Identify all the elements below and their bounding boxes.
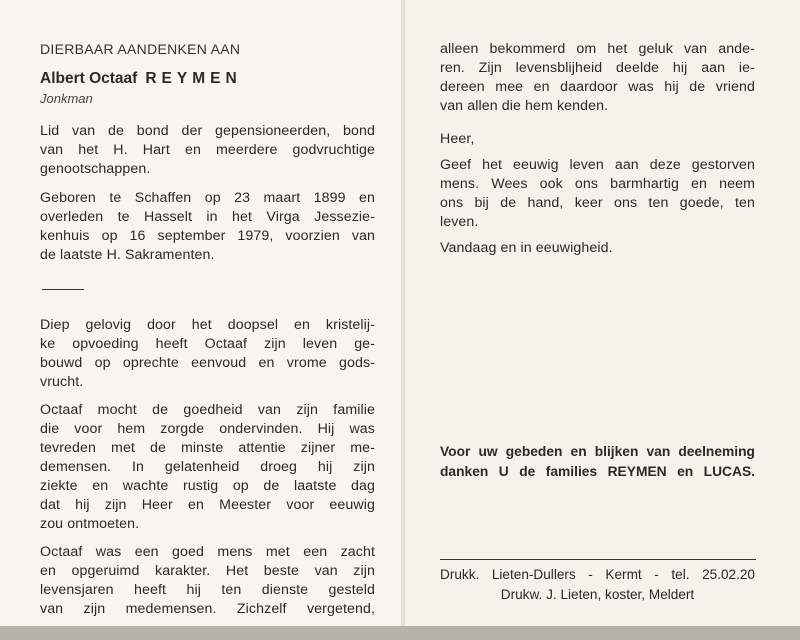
continuation-paragraph <box>440 40 755 116</box>
text-line: leven. <box>440 214 479 230</box>
thanks-line: Voor uw gebeden en blijken van deelneming <box>440 444 755 459</box>
text-line: Geboren te Schaffen op 23 maart 1899 en <box>40 190 375 206</box>
text-line: ziekte en wachte rustig op de laatste dag <box>40 478 375 494</box>
memorial-caption: DIERBAAR AANDENKEN AAN <box>40 41 241 57</box>
text-line: overleden te Hasselt in het Virga Jessezie- <box>40 209 375 225</box>
card-fold <box>401 0 405 640</box>
prayer-paragraph <box>440 156 755 232</box>
thanks-line: danken U de families REYMEN en LUCAS. <box>440 464 755 479</box>
printer-line: Drukk. Lieten-Dullers - Kermt - tel. 25.02.20 <box>440 567 755 582</box>
faith-paragraph <box>40 316 375 392</box>
deceased-name <box>40 69 375 89</box>
given-names: Albert Octaaf <box>40 70 138 87</box>
birth-death-paragraph <box>40 189 375 265</box>
text-line: levensjaren heeft hij ten dienste gesteld <box>40 582 375 598</box>
printer-block <box>440 565 755 605</box>
character-paragraph <box>40 543 375 619</box>
printer-line: Drukw. J. Lieten, koster, Meldert <box>500 587 695 602</box>
text-line: alleen bekommerd om het geluk van ande- <box>440 41 755 57</box>
left-column <box>40 40 375 619</box>
text-line: dereen mee en daardoor was hij de vriend <box>440 79 755 95</box>
text-line: mens. Wees ook ons barmhartig en neem <box>440 176 755 192</box>
text-line: Octaaf was een goed mens met een zacht <box>40 544 375 560</box>
text-line: en opgeruimd karakter. Het beste van zijn <box>40 563 375 579</box>
text-line: die voor hem zorgde ondervinden. Hij was <box>40 421 375 437</box>
membership-paragraph <box>40 122 375 179</box>
printer-rule <box>440 559 756 560</box>
deceased-title: Jonkman <box>40 91 93 106</box>
text-line: de laatste H. Sakramenten. <box>40 247 215 263</box>
text-line: kenhuis op 16 september 1979, voorzien van <box>40 228 375 244</box>
text-line: Geef het eeuwig leven aan deze gestorven <box>440 157 755 173</box>
family-paragraph <box>40 401 375 534</box>
surname: REYMEN <box>145 70 242 87</box>
prayer-closing: Vandaag en in eeuwigheid. <box>440 240 613 256</box>
text-line: tevreden met de minste attentie zijner me- <box>40 440 375 456</box>
text-line: van zijn medemensen. Zichzelf vergetend, <box>40 601 375 617</box>
prayer-heading: Heer, <box>440 131 475 147</box>
card-bottom-edge <box>0 626 800 640</box>
text-line: vrucht. <box>40 374 84 390</box>
text-line: zou ontmoeten. <box>40 516 140 532</box>
text-line: Lid van de bond der gepensioneerden, bond <box>40 123 375 139</box>
text-line: Diep gelovig door het doopsel en kristelij- <box>40 317 375 333</box>
section-divider <box>42 289 84 290</box>
text-line: dat hij zijn Heer en Meester voor eeuwig <box>40 497 375 513</box>
text-line: ons bij de hand, keer ons ten goede, ten <box>440 195 755 211</box>
right-column <box>440 40 755 605</box>
text-line: van allen die hem kenden. <box>440 98 609 114</box>
text-line: ke opvoeding heeft Octaaf zijn leven ge- <box>40 336 375 352</box>
thanks-block <box>440 442 755 482</box>
text-line: bouwd op oprechte eenvoud en vrome gods- <box>40 355 375 371</box>
text-line: van het H. Hart en meerdere godvruchtige <box>40 142 375 158</box>
text-line: demensen. In gelatenheid droeg hij zijn <box>40 459 375 475</box>
text-line: genootschappen. <box>40 161 151 177</box>
text-line: ren. Zijn levensblijheid deelde hij aan ie- <box>440 60 755 76</box>
text-line: Octaaf mocht de goedheid van zijn familie <box>40 402 375 418</box>
